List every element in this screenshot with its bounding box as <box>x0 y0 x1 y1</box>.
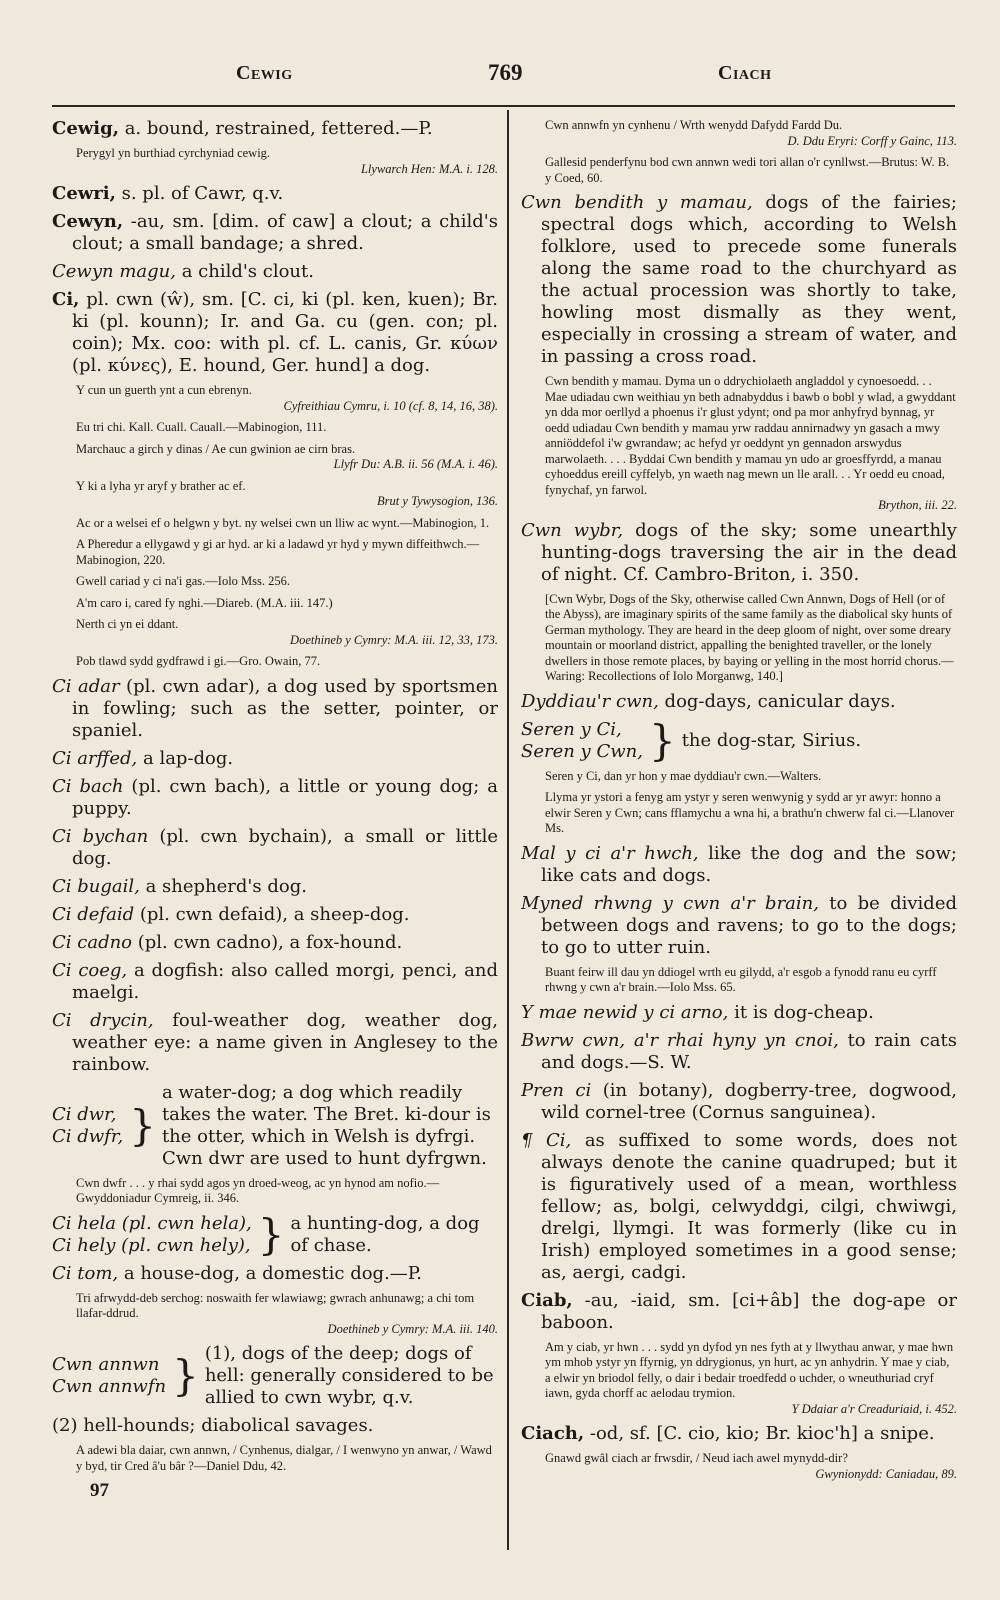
header-first-word: Cewig <box>236 62 293 84</box>
quote-source: Brython, iii. 22. <box>878 498 957 512</box>
bracketed-entry <box>52 1343 498 1409</box>
dictionary-entry <box>52 1415 498 1437</box>
citation-quote <box>52 574 498 590</box>
curly-brace-icon: } <box>648 715 676 765</box>
entry-headword: Cewyn, <box>52 211 124 232</box>
entry-phrase: Myned rhwng y cwn a'r brain, <box>521 892 819 914</box>
bracketed-terms <box>52 1104 123 1148</box>
bracketed-term: Ci hely (pl. cwn hely), <box>52 1234 251 1256</box>
dictionary-entry <box>52 1010 498 1076</box>
quote-text: Buant feirw ill dau yn ddiogel wrth eu gilydd, a'r esgob a fynodd ranu eu cyrff rhwng y cwn a'r brain.—Iolo Mss. 65. <box>545 964 937 994</box>
entry-phrase: Pren ci <box>521 1079 592 1101</box>
left-column <box>52 118 498 1560</box>
entry-phrase: Ci arffed, <box>52 747 138 769</box>
entry-definition: (2) hell-hounds; diabolical savages. <box>52 1415 374 1436</box>
citation-quote <box>52 596 498 612</box>
citation-quote <box>521 118 957 149</box>
citation-quote <box>52 537 498 568</box>
citation-quote <box>52 442 498 473</box>
quote-text: A adewi bla daiar, cwn annwn, / Cynhenus, dialgar, / I wenwyno yn anwar, / Wawd y byd, tir Cred â'u bâr ?—Daniel Ddu, 42. <box>76 1443 492 1473</box>
dictionary-entry <box>521 1002 957 1024</box>
quote-text: Gnawd gwâl ciach ar frwsdir, / Neud iach awel mynydd-dir? <box>545 1451 848 1465</box>
quote-source: Gwynionydd: Caniadau, 89. <box>815 1466 957 1481</box>
dictionary-entry <box>52 211 498 255</box>
citation-quote <box>52 1443 498 1474</box>
dictionary-entry <box>521 1030 957 1074</box>
entry-definition: to be divided between dogs and ravens; to go to the dogs; to go to utter ruin. <box>541 892 957 958</box>
bracketed-terms <box>52 1213 252 1257</box>
right-column <box>521 118 957 1560</box>
entry-definition: a house-dog, a domestic dog.—P. <box>123 1262 422 1284</box>
entry-definition: it is dog-cheap. <box>734 1001 874 1023</box>
quote-text: Y ki a lyha yr aryf y brather ac ef. <box>76 478 246 493</box>
dictionary-entry <box>52 261 498 283</box>
entry-phrase: Bwrw cwn, a'r rhai hyny yn cnoi, <box>521 1029 839 1051</box>
curly-brace-icon: } <box>172 1351 199 1400</box>
bracketed-term: Ci dwr, <box>52 1103 117 1125</box>
dictionary-entry <box>52 676 498 742</box>
dictionary-entry <box>52 748 498 770</box>
quote-source: Cyfreithiau Cymru, i. 10 (cf. 8, 14, 16, 38). <box>283 398 498 413</box>
header-last-word: Ciach <box>718 62 772 84</box>
bracketed-entry <box>52 1209 498 1259</box>
citation-quote <box>52 420 498 436</box>
entry-definition: a. bound, restrained, fettered.—P. <box>124 118 433 139</box>
quote-text: Nerth ci yn ei ddant. <box>76 617 179 631</box>
citation-quote <box>521 790 957 837</box>
entry-definition: -au, sm. [dim. of caw] a clout; a child's clout; a small bandage; a shred. <box>72 211 498 254</box>
quote-text: Y cun un guerth ynt a cun ebrenyn. <box>76 383 252 397</box>
quote-text: Cwn annwfn yn cynhenu / Wrth wenydd Dafydd Fardd Du. <box>545 118 843 132</box>
citation-quote <box>52 617 498 648</box>
dictionary-entry <box>521 1130 957 1284</box>
entry-definition: a child's clout. <box>181 261 314 282</box>
citation-quote <box>52 516 498 532</box>
citation-quote <box>521 1340 957 1418</box>
citation-quote <box>52 1176 498 1207</box>
quote-source: Llywarch Hen: M.A. i. 128. <box>360 161 498 176</box>
entry-definition: dog-days, canicular days. <box>664 690 896 712</box>
entry-headword: Ciach, <box>521 1423 585 1444</box>
entry-phrase: Ci tom, <box>52 1262 119 1284</box>
folio-signature-mark: 97 <box>90 1480 109 1501</box>
dictionary-entry <box>521 1290 957 1334</box>
quote-text: Perygyl yn burthiad cyrchyniad cewig. <box>76 146 271 160</box>
entry-definition: (pl. cwn cadno), a fox-hound. <box>137 931 403 953</box>
bracketed-term: Cwn annwfn <box>52 1376 167 1397</box>
bracketed-definition: a hunting-dog, a dog of chase. <box>290 1212 480 1256</box>
entry-phrase: Ci bach <box>52 775 124 797</box>
entry-definition: foul-weather dog, weather dog, weather eye: a name given in Anglesey to the rainbow. <box>72 1009 498 1075</box>
curly-brace-icon: } <box>257 1209 285 1259</box>
dictionary-entry <box>52 826 498 870</box>
citation-quote <box>52 654 498 670</box>
citation-quote <box>521 374 957 514</box>
quote-text: Gwell cariad y ci na'i gas.—Iolo Mss. 256. <box>76 574 291 588</box>
entry-definition: s. pl. of Cawr, q.v. <box>121 183 284 204</box>
bracketed-term: Seren y Cwn, <box>521 740 643 762</box>
citation-quote <box>52 146 498 177</box>
dictionary-entry <box>52 904 498 926</box>
curly-brace-icon: } <box>129 1100 156 1150</box>
dictionary-entry <box>521 1423 957 1445</box>
citation-quote <box>521 592 957 685</box>
entry-phrase: Ci bychan <box>52 825 149 847</box>
dictionary-entry <box>52 960 498 1004</box>
entry-phrase: Cwn wybr, <box>521 519 624 541</box>
citation-quote <box>521 965 957 996</box>
quote-source: Y Ddaiar a'r Creaduriaid, i. 452. <box>791 1401 957 1416</box>
entry-definition: -au, -iaid, sm. [ci+âb] the dog-ape or baboon. <box>541 1289 957 1333</box>
entry-definition: a dogfish: also called morgi, penci, and maelgi. <box>72 959 498 1003</box>
quote-text: A Pheredur a ellygawd y gi ar hyd. ar ki a ladawd yr hyd y mywn diffeithwch.—Mabinogion, 220. <box>76 537 480 567</box>
entry-phrase: Y mae newid y ci arno, <box>521 1001 729 1023</box>
quote-text: Cwn dwfr . . . y rhai sydd agos yn droed-weog, ac yn hynod am nofio.—Gwyddoniadur Cymreig, ii. 346. <box>76 1175 440 1205</box>
citation-quote <box>52 479 498 510</box>
entry-phrase: Dyddiau'r cwn, <box>521 690 659 712</box>
dictionary-entry <box>521 1080 957 1124</box>
dictionary-entry <box>521 893 957 959</box>
quote-text: Tri afrwydd-deb serchog: noswaith fer wlawiawg; gwrach anhunawg; a chi tom llafar-ddrud. <box>76 1290 475 1320</box>
quote-text: A'm caro i, cared fy nghi.—Diareb. (M.A. iii. 147.) <box>76 595 333 610</box>
quote-source: Brut y Tywysogion, 136. <box>377 494 498 508</box>
dictionary-entry <box>52 932 498 954</box>
entry-definition: a lap-dog. <box>142 747 234 769</box>
entry-phrase: Ci drycin, <box>52 1009 154 1031</box>
entry-phrase: Ci cadno <box>52 931 133 953</box>
citation-quote <box>521 769 957 785</box>
dictionary-entry <box>521 843 957 887</box>
bracketed-entry <box>52 1082 498 1170</box>
quote-source: Doethineb y Cymry: M.A. iii. 12, 33, 173. <box>290 632 498 647</box>
entry-definition: (pl. cwn bach), a little or young dog; a puppy. <box>72 775 498 819</box>
bracketed-term: Seren y Ci, <box>521 718 622 740</box>
entry-headword: Ciab, <box>521 1289 573 1311</box>
entry-definition: (pl. cwn adar), a dog used by sportsmen in fowling; such as the setter, pointer, or spaniel. <box>72 675 498 741</box>
entry-phrase: Ci adar <box>52 675 120 697</box>
quote-source: D. Ddu Eryri: Corff y Gainc, 113. <box>787 133 957 148</box>
entry-phrase: Cewyn magu, <box>52 261 176 282</box>
entry-definition: (in botany), dogberry-tree, dogwood, wild cornel-tree (Cornus sanguinea). <box>541 1079 957 1123</box>
dictionary-entry <box>52 183 498 205</box>
entry-phrase: Ci defaid <box>52 903 135 925</box>
entry-phrase: Mal y ci a'r hwch, <box>521 842 699 864</box>
entry-definition: pl. cwn (ŵ), sm. [C. ci, ki (pl. ken, kuen); Br. ki (pl. kounn); Ir. and Ga. cu (gen. con; pl. coin); Mx. coo: with pl. cf. L. canis, Gr. κύων (pl. κύνες), E. hound, Ger. hund] a dog. <box>72 289 498 376</box>
dictionary-entry <box>52 1263 498 1285</box>
citation-quote <box>52 383 498 414</box>
dictionary-entry <box>521 192 957 368</box>
quote-text: Cwn bendith y mamau. Dyma un o ddrychiolaeth angladdol y cynoesoedd. . . Mae udiadau cwn weithiau yn beth adnabyddus i bawb o bobl y wlad, a gwyddant yn dda mor oerllyd a phoenus i'r glust ydynt; ond pa mor anhyfryd bynnag, yr oedd udiadau Cwn bendith y mamau yrw raddau annirnadwy yn gasach a mwy anniöddefol i'w gwrandaw; ac hefyd yr oeddynt yn gennadon arswydus marwolaeth. . . . Byddai Cwn bendith y mamau yn udo ar groesffyrdd, a manau cyhoeddus ereill cyffelyb, yn waeth nag mewn un lle arall. . . Yr oedd eu cnoad, fynychaf, yn farwol. <box>545 374 956 497</box>
entry-phrase: ¶ Ci, <box>521 1129 572 1151</box>
dictionary-entry <box>52 118 498 140</box>
quote-text: Seren y Ci, dan yr hon y mae dyddiau'r cwn.—Walters. <box>545 768 822 783</box>
bracketed-terms <box>52 1354 166 1398</box>
column-divider <box>507 110 509 1550</box>
bracketed-definition: the dog-star, Sirius. <box>681 729 862 751</box>
bracketed-entry <box>521 715 957 765</box>
bracketed-definition: (1), dogs of the deep; dogs of hell: generally considered to be allied to cwn wybr, q.v. <box>204 1343 494 1408</box>
quote-text: Marchauc a girch y dinas / Ae cun gwinion ae cirn bras. <box>76 441 356 456</box>
citation-quote <box>52 1291 498 1338</box>
bracketed-term: Ci dwfr, <box>52 1125 124 1147</box>
entry-phrase: Ci coeg, <box>52 959 128 981</box>
entry-definition: (pl. cwn bychain), a small or little dog. <box>72 825 498 869</box>
entry-definition: (pl. cwn defaid), a sheep-dog. <box>139 903 410 925</box>
entry-definition: dogs of the sky; some unearthly hunting-dogs traversing the air in the dead of night. Cf. Cambro-Briton, i. 350. <box>541 519 957 585</box>
citation-quote <box>521 1451 957 1482</box>
entry-headword: Ci, <box>52 289 80 310</box>
quote-text: Eu tri chi. Kall. Cuall. Cauall.—Mabinogion, 111. <box>76 420 327 434</box>
entry-definition: a shepherd's dog. <box>145 875 307 897</box>
entry-definition: -od, sf. [C. cio, kio; Br. kioc'h] a snipe. <box>589 1423 935 1444</box>
bracketed-terms <box>521 719 643 763</box>
page-number: 769 <box>488 60 523 85</box>
quote-text: Am y ciab, yr hwn . . . sydd yn dyfod yn nes fyth at y llwythau anwar, y mae hwn ym mhob ystyr yn ffyrnig, yn ddrygionus, yn hurt, ac yn anhydrin. Y mae y ciab, a elwir yn briodol felly, o dair i bedair troedfedd o uchder, o wneuthuriad cryf iawn, gyda chorff ac aelodau trymion. <box>545 1339 954 1400</box>
dictionary-entry <box>521 520 957 586</box>
quote-text: Llyma yr ystori a fenyg am ystyr y seren wenwynig y sydd ar yr awyr: honno a elwir Seren y Cwn; cans fflamychu a wna hi, a brathu'n chwerw fal ci.—Llanover Ms. <box>545 790 955 835</box>
citation-quote <box>521 155 957 186</box>
entry-definition: dogs of the fairies; spectral dogs which, according to Welsh folklore, used to precede some funerals along the same road to the churchyard as the actual procession was shortly to take, howling most dismally as they went, especially in crossing a stream of water, and in passing a cross road. <box>541 192 957 367</box>
entry-headword: Cewri, <box>52 183 116 204</box>
quote-text: Ac or a welsei ef o helgwn y byt. ny welsei cwn un lliw ac wynt.—Mabinogion, 1. <box>76 515 490 530</box>
dictionary-entry <box>52 776 498 820</box>
bracketed-definition: a water-dog; a dog which readily takes the water. The Bret. ki-dour is the otter, which in Welsh is dyfrgi. Cwn dwr are used to hunt dyfrgwn. <box>161 1081 491 1169</box>
entry-definition: like the dog and the sow; like cats and dogs. <box>541 842 957 886</box>
quote-source: Llyfr Du: A.B. ii. 56 (M.A. i. 46). <box>333 457 498 471</box>
dictionary-entry <box>52 289 498 377</box>
quote-text: Gallesid penderfynu bod cwn annwn wedi tori allan o'r cynllwst.—Brutus: W. B. y Coed, 60. <box>545 155 950 185</box>
entry-phrase: Cwn bendith y mamau, <box>521 192 753 213</box>
running-header <box>0 58 1000 98</box>
entry-definition: to rain cats and dogs.—S. W. <box>541 1029 957 1073</box>
dictionary-entry <box>521 691 957 713</box>
bracketed-term: Ci hela (pl. cwn hela), <box>52 1212 252 1234</box>
dictionary-entry <box>52 876 498 898</box>
quote-source: Doethineb y Cymry: M.A. iii. 140. <box>327 1321 498 1336</box>
quote-text: [Cwn Wybr, Dogs of the Sky, otherwise called Cwn Annwn, Dogs of Hell (or of the Abyss), are imaginary spirits of the same family as the diabolical sky hunts of German mythology. They are heard in the deep gloom of night, over some dreary mountain or moorland district, appalling the benighted traveller, or the lonely dwellers in those remote places, by baying or yelling in the most horrid chorus.—Waring: Recollections of Iolo Morganwg, 140.] <box>545 591 954 683</box>
entry-phrase: Ci bugail, <box>52 875 140 897</box>
entry-headword: Cewig, <box>52 118 119 139</box>
header-rule <box>52 105 955 107</box>
quote-text: Pob tlawd sydd gydfrawd i gi.—Gro. Owain, 77. <box>76 654 321 668</box>
entry-definition: as suffixed to some words, does not always denote the canine quadruped; but it is figuratively used of a mean, worthless fellow; as, bolgi, celwyddgi, cilgi, chwiwgi, drelgi, llymgi. It was formerly (like cu in Irish) employed sometimes in a good sense; as, aergi, cadgi. <box>541 1129 957 1283</box>
bracketed-term: Cwn annwn <box>52 1354 160 1375</box>
